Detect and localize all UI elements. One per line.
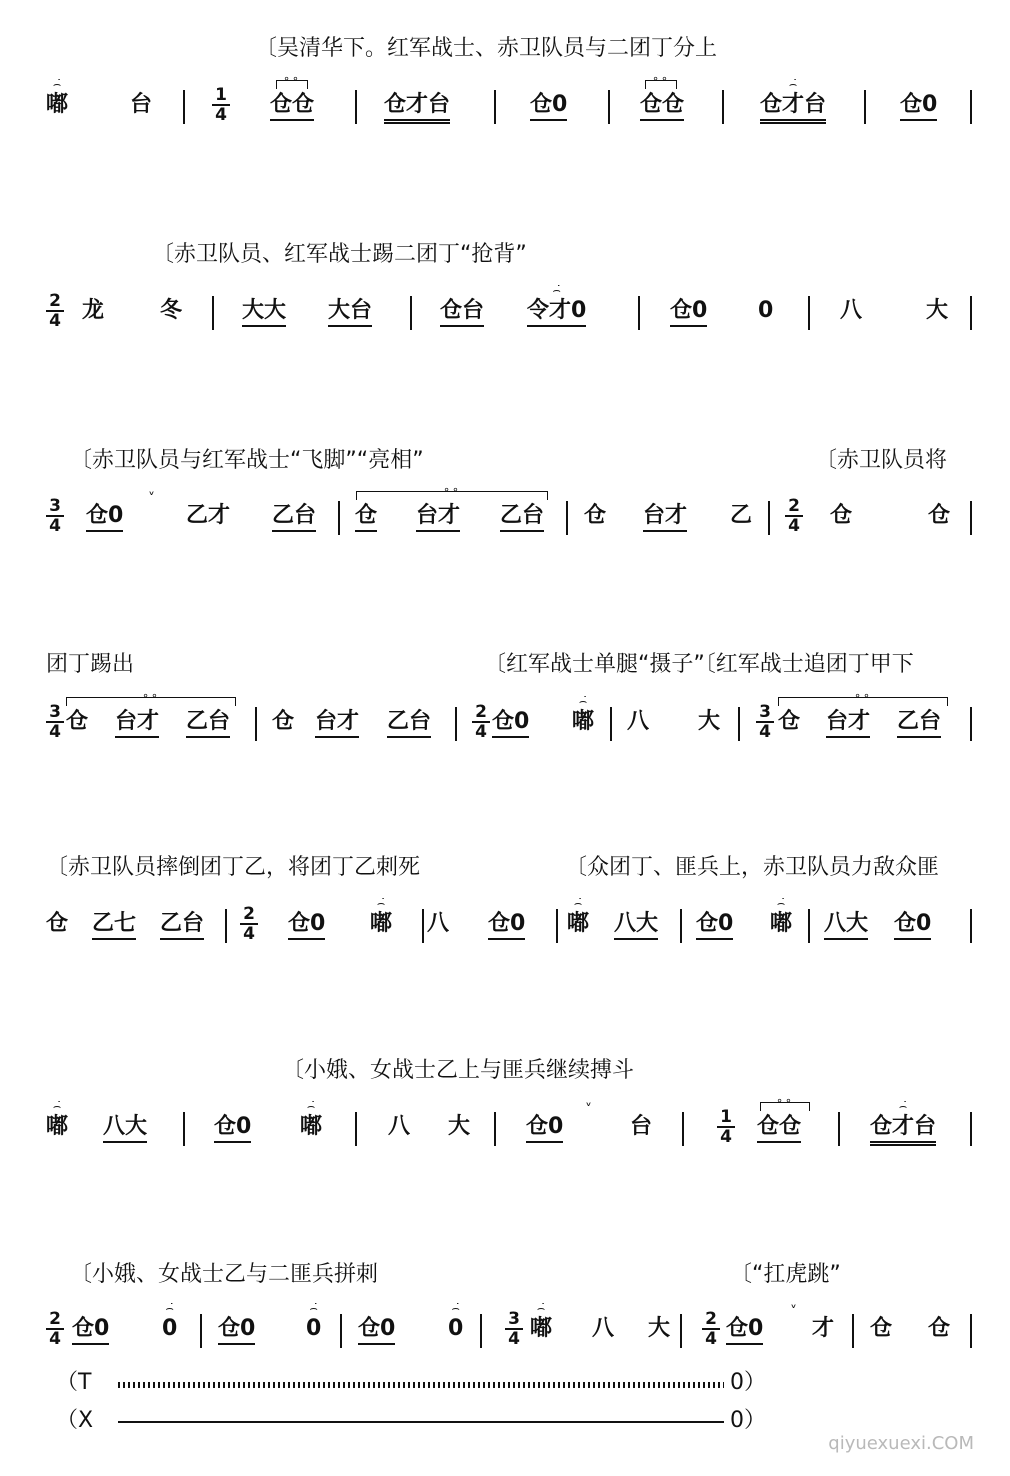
stage-direction: 〔红军战士单腿“摄子”〔红军战士追团丁甲下 (484, 652, 914, 677)
percussion-syllable (218, 1316, 255, 1345)
percussion-syllable (72, 1316, 109, 1345)
time-signature-numerator: 2 (46, 292, 64, 312)
percussion-syllable (272, 709, 294, 735)
fermata-icon: ⌢̇ (376, 896, 386, 911)
time-signature-denominator: 4 (49, 1329, 61, 1349)
barline (183, 90, 185, 124)
percussion-syllable (388, 1114, 410, 1140)
barline (494, 90, 496, 124)
time-signature (756, 703, 774, 741)
syllable-text: 台才 (115, 709, 160, 734)
percussion-syllable (103, 1114, 147, 1143)
tuplet-bracket (276, 72, 308, 89)
percussion-syllable (416, 503, 460, 532)
percussion-syllable (830, 503, 852, 529)
percussion-syllable (387, 709, 431, 738)
syllable-text: 仓 (46, 911, 69, 936)
syllable-text: 仓 (928, 1316, 951, 1341)
percussion-syllable (427, 911, 449, 937)
percussion-syllable (270, 92, 314, 121)
time-signature-numerator: 2 (472, 703, 490, 723)
syllable-text: 仓 (66, 709, 89, 734)
barline (338, 501, 340, 535)
percussion-syllable (492, 709, 529, 738)
percussion-syllable (758, 298, 773, 324)
time-signature-numerator: 1 (717, 1108, 735, 1128)
time-signature-denominator: 4 (720, 1127, 732, 1147)
percussion-syllable (306, 1301, 322, 1342)
barline (422, 909, 424, 943)
syllable-text: 八 (592, 1316, 615, 1341)
barline (970, 1314, 972, 1348)
syllable-text: 八大 (614, 911, 659, 936)
percussion-syllable (272, 503, 316, 532)
percussion-syllable (526, 1114, 563, 1143)
syllable-text: 仓 (355, 503, 378, 528)
percussion-syllable (242, 298, 286, 327)
tremolo-end: 0） (730, 1408, 766, 1433)
syllable-text: 嘟 (770, 911, 793, 936)
percussion-syllable (897, 709, 941, 738)
syllable-text: 仓0 (530, 92, 568, 117)
syllable-text: 0 (758, 298, 774, 323)
time-signature-numerator: 2 (46, 1310, 64, 1330)
syllable-text: 乙台 (186, 709, 231, 734)
barline (455, 707, 457, 741)
score-system-3 (0, 483, 1010, 537)
time-signature-numerator: 3 (46, 703, 64, 723)
barline (970, 1112, 972, 1146)
syllable-text: 大大 (242, 298, 287, 323)
syllable-text: 仓仓 (640, 92, 685, 117)
syllable-text: 仓才台 (870, 1114, 937, 1139)
time-signature (472, 703, 490, 741)
barline (608, 90, 610, 124)
syllable-text: 乙台 (272, 503, 317, 528)
syllable-text: 仓0 (86, 503, 124, 528)
syllable-text: 仓0 (492, 709, 530, 734)
percussion-syllable (448, 1301, 464, 1342)
syllable-text: 乙台 (387, 709, 432, 734)
barline (212, 296, 214, 330)
syllable-text: 台 (630, 1114, 653, 1139)
percussion-syllable (572, 694, 595, 735)
percussion-syllable (66, 709, 88, 735)
tuplet-bracket (760, 1094, 810, 1111)
percussion-syllable (770, 896, 793, 937)
tuplet-bracket (645, 72, 677, 89)
syllable-text: 嘟 (46, 1114, 69, 1139)
percussion-syllable (584, 503, 606, 529)
time-signature-numerator: 2 (240, 905, 258, 925)
stage-direction: 〔赤卫队员、红军战士踢二团丁“抢背” (152, 242, 527, 267)
bracket-dots: ∘∘ (443, 483, 461, 496)
syllable-text: 嘟 (567, 911, 590, 936)
fermata-icon: ⌢̇ (309, 1301, 318, 1316)
syllable-text: 仓 (584, 503, 607, 528)
barline (200, 1314, 202, 1348)
syllable-text: 八 (627, 709, 650, 734)
syllable-text: 仓 (272, 709, 295, 734)
syllable-text: 0 (448, 1316, 464, 1341)
time-signature (46, 1310, 64, 1348)
percussion-syllable (160, 298, 182, 324)
percussion-syllable (500, 503, 544, 532)
barline (480, 1314, 482, 1348)
percussion-syllable (840, 298, 862, 324)
syllable-text: 乙台 (500, 503, 545, 528)
syllable-text: 仓才台 (760, 92, 827, 117)
time-signature-denominator: 4 (705, 1329, 717, 1349)
percussion-syllable (870, 1099, 937, 1146)
barline (183, 1112, 185, 1146)
syllable-text: 八 (840, 298, 863, 323)
time-signature-numerator: 3 (756, 703, 774, 723)
stage-direction: 〔赤卫队员摔倒团丁乙，将团丁乙刺死 (46, 855, 421, 880)
score-system-6 (0, 1094, 1010, 1148)
percussion-syllable (214, 1114, 251, 1143)
barline (255, 707, 257, 741)
syllable-text: 仓 (778, 709, 801, 734)
bracket-dots: ∘∘ (142, 689, 160, 702)
fermata-icon: ⌢̇ (536, 1301, 546, 1316)
barline (768, 501, 770, 535)
bracket-dots: ∘∘ (854, 689, 872, 702)
score-system-1 (0, 72, 1010, 126)
percussion-syllable (630, 1114, 652, 1140)
tuplet-bracket (356, 483, 548, 500)
percussion-syllable (82, 298, 104, 324)
stage-direction: 〔小娥、女战士乙与二匪兵拼刺 (70, 1262, 379, 1287)
percussion-syllable (643, 503, 687, 532)
syllable-text: 仓台 (440, 298, 485, 323)
syllable-text: 仓0 (696, 911, 734, 936)
syllable-text: 仓0 (218, 1316, 256, 1341)
syllable-text: 大 (448, 1114, 471, 1139)
syllable-text: 乙才 (186, 503, 231, 528)
syllable-text: 嘟 (572, 709, 595, 734)
syllable-text: 乙台 (160, 911, 205, 936)
time-signature-denominator: 4 (49, 722, 61, 742)
stage-direction: 〔“扛虎跳” (730, 1262, 841, 1287)
barline (566, 501, 568, 535)
time-signature (46, 292, 64, 330)
syllable-text: 乙台 (897, 709, 942, 734)
barline (682, 1112, 684, 1146)
syllable-text: 乙 (730, 503, 753, 528)
score-system-4 (0, 689, 1010, 743)
time-signature-denominator: 4 (788, 516, 800, 536)
stage-direction: 〔吴清华下。红军战士、赤卫队员与二团丁分上 (255, 36, 718, 61)
percussion-syllable (928, 503, 950, 529)
time-signature (240, 905, 258, 943)
syllable-text: 乙七 (92, 911, 137, 936)
fermata-icon: ⌢̇ (776, 896, 786, 911)
percussion-syllable (186, 503, 230, 529)
score-system-5 (0, 896, 1010, 945)
stage-direction: 〔赤卫队员将 (815, 448, 948, 473)
stage-direction: 〔小娥、女战士乙上与匪兵继续搏斗 (282, 1058, 635, 1083)
syllable-text: 大 (698, 709, 721, 734)
barline (808, 296, 810, 330)
time-signature-denominator: 4 (475, 722, 487, 742)
syllable-text: 台才 (416, 503, 461, 528)
syllable-text: 仓0 (894, 911, 932, 936)
percussion-syllable (115, 709, 159, 738)
barline (680, 909, 682, 943)
time-signature (702, 1310, 720, 1348)
percussion-syllable (162, 1301, 178, 1342)
percussion-syllable (592, 1316, 614, 1342)
syllable-text: 仓 (830, 503, 853, 528)
syllable-text: 仓0 (726, 1316, 764, 1341)
syllable-text: 台才 (315, 709, 360, 734)
time-signature-denominator: 4 (508, 1329, 520, 1349)
fermata-icon: ⌢̇ (788, 77, 798, 92)
fermata-icon: ⌢̇ (451, 1301, 460, 1316)
fermata-icon: ⌢̇ (165, 1301, 174, 1316)
percussion-syllable (288, 911, 325, 940)
percussion-syllable (92, 911, 136, 940)
syllable-text: 仓0 (488, 911, 526, 936)
barline (225, 909, 227, 943)
percussion-syllable (315, 709, 359, 738)
percussion-syllable (640, 92, 684, 121)
barline (970, 296, 972, 330)
score-system-7 (0, 1301, 1010, 1350)
syllable-text: 嘟 (370, 911, 393, 936)
percussion-syllable (567, 896, 590, 937)
tremolo-label: （T (56, 1370, 92, 1395)
syllable-text: 龙 (82, 298, 105, 323)
time-signature-denominator: 4 (759, 722, 771, 742)
syllable-text: 大台 (328, 298, 373, 323)
syllable-text: 八大 (103, 1114, 148, 1139)
time-signature (717, 1108, 735, 1146)
percussion-syllable (760, 77, 827, 124)
barline (970, 90, 972, 124)
barline (355, 1112, 357, 1146)
percussion-syllable (46, 911, 68, 937)
breath-mark-icon: ˅ (790, 1304, 797, 1320)
score-system-2 (0, 283, 1010, 332)
syllable-text: 八 (388, 1114, 411, 1139)
percussion-syllable (530, 1301, 553, 1342)
time-signature (785, 497, 803, 535)
tremolo-wave-line (118, 1382, 724, 1388)
barline (340, 1314, 342, 1348)
time-signature (46, 703, 64, 741)
time-signature (505, 1310, 523, 1348)
bracket-dots: ∘∘ (283, 72, 301, 85)
syllable-text: 0 (306, 1316, 322, 1341)
barline (808, 909, 810, 943)
syllable-text: 嘟 (300, 1114, 323, 1139)
syllable-text: 仓仓 (757, 1114, 802, 1139)
barline (864, 90, 866, 124)
percussion-syllable (726, 1316, 763, 1345)
syllable-text: 八 (427, 911, 450, 936)
fermata-icon: ⌢̇ (306, 1099, 316, 1114)
fermata-icon: ⌢̇ (573, 896, 583, 911)
fermata-icon: ⌢̇ (898, 1099, 908, 1114)
tremolo-label: （X (56, 1408, 94, 1433)
tremolo-end: 0） (730, 1370, 766, 1395)
syllable-text: 仓0 (72, 1316, 110, 1341)
syllable-text: 大 (926, 298, 949, 323)
percussion-syllable (870, 1316, 892, 1342)
percussion-syllable (614, 911, 658, 940)
barline (556, 909, 558, 943)
syllable-text: 仓0 (214, 1114, 252, 1139)
percussion-syllable (648, 1316, 670, 1342)
syllable-text: 令才0 (527, 298, 587, 323)
syllable-text: 0 (162, 1316, 178, 1341)
percussion-syllable (826, 709, 870, 738)
percussion-syllable (926, 298, 948, 324)
percussion-syllable (894, 911, 931, 940)
percussion-syllable (730, 503, 752, 529)
barline (610, 707, 612, 741)
percussion-syllable (86, 503, 123, 532)
barline (638, 296, 640, 330)
percussion-syllable (130, 92, 152, 118)
stage-direction: 〔赤卫队员与红军战士“飞脚”“亮相” (70, 448, 424, 473)
syllable-text: 台 (130, 92, 153, 117)
breath-mark-icon: ˅ (148, 491, 155, 507)
syllable-text: 大 (648, 1316, 671, 1341)
fermata-icon: ⌢̇ (52, 1099, 62, 1114)
syllable-text: 仓 (870, 1316, 893, 1341)
percussion-syllable (698, 709, 720, 735)
percussion-syllable (358, 1316, 395, 1345)
percussion-syllable (824, 911, 868, 940)
syllable-text: 仓0 (526, 1114, 564, 1139)
time-signature-numerator: 2 (702, 1310, 720, 1330)
time-signature (212, 86, 230, 124)
percussion-syllable (440, 298, 484, 327)
syllable-text: 才 (812, 1316, 835, 1341)
time-signature (46, 497, 64, 535)
breath-mark-icon: ˅ (585, 1102, 592, 1118)
fermata-icon: ⌢̇ (578, 694, 588, 709)
syllable-text: 冬 (160, 298, 183, 323)
syllable-text: 仓才台 (384, 92, 451, 117)
barline (410, 296, 412, 330)
watermark: qiyuexuexi.COM (828, 1433, 974, 1454)
time-signature-numerator: 3 (46, 497, 64, 517)
barline (970, 909, 972, 943)
syllable-text: 嘟 (46, 92, 69, 117)
percussion-syllable (900, 92, 937, 121)
syllable-text: 仓0 (288, 911, 326, 936)
percussion-syllable (384, 92, 450, 124)
percussion-syllable (46, 77, 69, 118)
syllable-text: 嘟 (530, 1316, 553, 1341)
percussion-syllable (328, 298, 372, 327)
percussion-syllable (488, 911, 525, 940)
time-signature-numerator: 1 (212, 86, 230, 106)
percussion-syllable (370, 896, 393, 937)
syllable-text: 仓0 (358, 1316, 396, 1341)
time-signature-numerator: 3 (505, 1310, 523, 1330)
percussion-syllable (448, 1114, 470, 1140)
percussion-syllable (778, 709, 800, 735)
percussion-syllable (527, 283, 587, 327)
barline (680, 1314, 682, 1348)
barline (970, 501, 972, 535)
time-signature-denominator: 4 (49, 516, 61, 536)
syllable-text: 八大 (824, 911, 869, 936)
barline (738, 707, 740, 741)
tuplet-bracket (66, 689, 236, 706)
syllable-text: 台才 (826, 709, 871, 734)
barline (722, 90, 724, 124)
syllable-text: 仓0 (900, 92, 938, 117)
tremolo-straight-line (118, 1421, 724, 1423)
percussion-syllable (530, 92, 567, 121)
time-signature-numerator: 2 (785, 497, 803, 517)
syllable-text: 仓仓 (270, 92, 315, 117)
stage-direction: 〔众团丁、匪兵上，赤卫队员力敌众匪 (565, 855, 940, 880)
syllable-text: 仓 (928, 503, 951, 528)
percussion-syllable (160, 911, 204, 940)
syllable-text: 台才 (643, 503, 688, 528)
barline (494, 1112, 496, 1146)
percussion-syllable (670, 298, 707, 327)
percussion-syllable (627, 709, 649, 735)
bracket-dots: ∘∘ (652, 72, 670, 85)
percussion-syllable (186, 709, 230, 738)
percussion-syllable (928, 1316, 950, 1342)
bracket-dots: ∘∘ (776, 1094, 794, 1107)
barline (970, 707, 972, 741)
stage-direction: 团丁踢出 (46, 652, 135, 677)
percussion-syllable (812, 1316, 834, 1342)
syllable-text: 仓0 (670, 298, 708, 323)
barline (852, 1314, 854, 1348)
fermata-icon: ⌢̇ (552, 283, 561, 298)
percussion-syllable (300, 1099, 323, 1140)
barline (838, 1112, 840, 1146)
percussion-syllable (757, 1114, 801, 1143)
barline (355, 90, 357, 124)
time-signature-denominator: 4 (243, 924, 255, 944)
percussion-syllable (696, 911, 733, 940)
fermata-icon: ⌢̇ (52, 77, 62, 92)
percussion-syllable (355, 503, 377, 532)
time-signature-denominator: 4 (215, 105, 227, 125)
tuplet-bracket (778, 689, 948, 706)
percussion-syllable (46, 1099, 69, 1140)
time-signature-denominator: 4 (49, 311, 61, 331)
